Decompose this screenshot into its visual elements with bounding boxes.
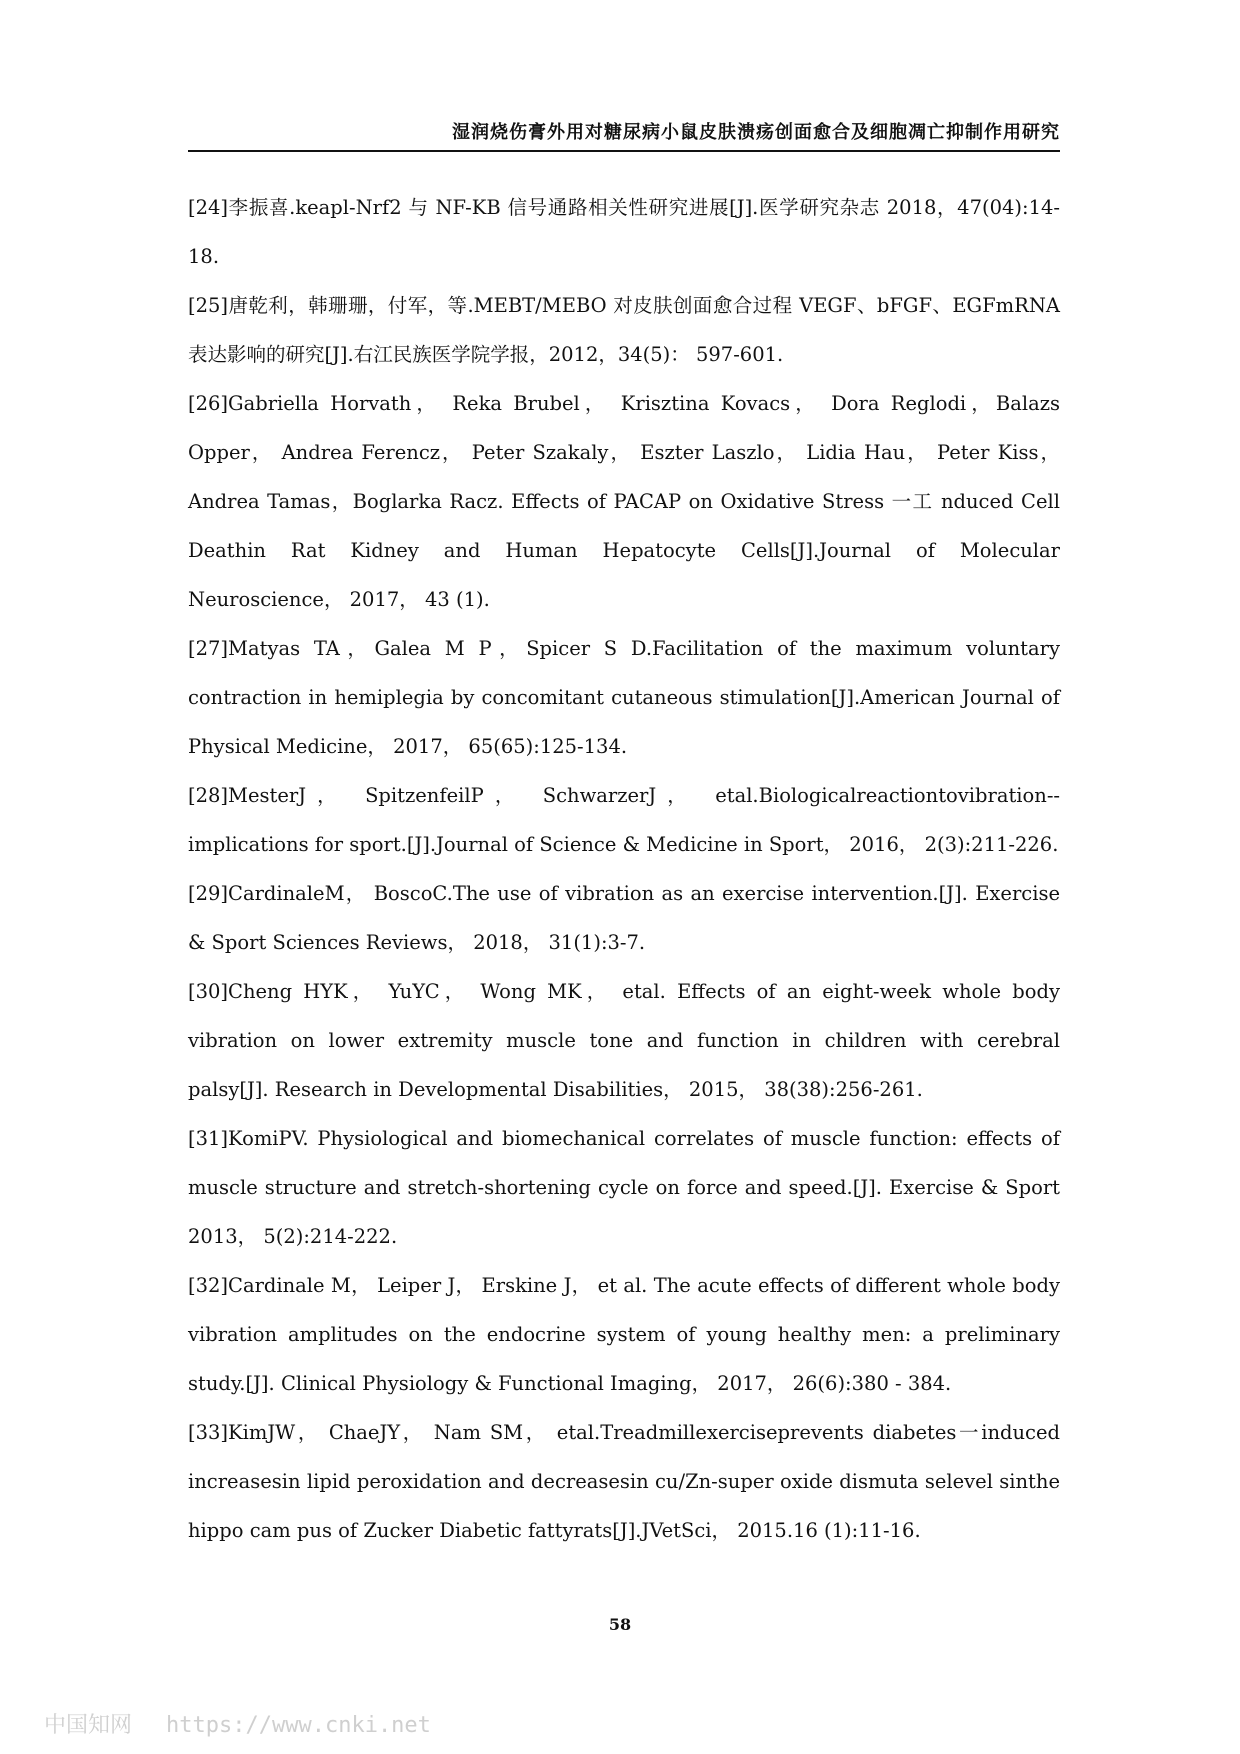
reference-31: [31]KomiPV. Physiological and biomechanical correlates of muscle function: effects of muscle structure and stretch-shortening cycle on force and speed.[J]. Exercise & Sport 2013， 5(2):214-222. <box>188 1127 1060 1248</box>
reference-list <box>188 183 1060 1555</box>
reference-28: [28]MesterJ， SpitzenfeilP， SchwarzerJ， etal.Biologicalreactiontovibration--implications for sport.[J].Journal of Science & Medicine in Sport， 2016， 2(3):211-226. <box>188 784 1060 856</box>
reference-24: [24]李振喜.keapl-Nrf2 与 NF-KB 信号通路相关性研究进展[J].医学研究杂志 2018，47(04):14-18. <box>188 196 1060 268</box>
watermark-url: https://www.cnki.net <box>166 1713 431 1738</box>
reference-27: [27]Matyas TA，Galea M P，Spicer S D.Facilitation of the maximum voluntary contraction in hemiplegia by concomitant cutaneous stimulation[J].American Journal of Physical Medicine， 2017， 65(65):125-134. <box>188 637 1060 758</box>
header-divider <box>188 150 1060 152</box>
page-number: 58 <box>608 1615 632 1634</box>
reference-32: [32]Cardinale M， Leiper J， Erskine J， et al. The acute effects of different whole body vibration amplitudes on the endocrine system of young healthy men: a preliminary study.[J]. Clinical Physiology & Functional Imaging， 2017， 26(6):380 - 384. <box>188 1274 1060 1395</box>
reference-25: [25]唐乾利，韩珊珊，付军，等.MEBT/MEBO 对皮肤创面愈合过程 VEGF、bFGF、EGFmRNA 表达影响的研究[J].右江民族医学院学报，2012，34(5)： 597-601. <box>188 294 1060 366</box>
cnki-watermark <box>44 1708 431 1739</box>
running-header: 湿润烧伤膏外用对糖尿病小鼠皮肤溃疡创面愈合及细胞凋亡抑制作用研究 <box>452 122 1060 143</box>
reference-30: [30]Cheng HYK， YuYC， Wong MK， etal. Effects of an eight-week whole body vibration on lower extremity muscle tone and function in children with cerebral palsy[J]. Research in Developmental Disabilities， 2015， 38(38):256-261. <box>188 980 1060 1101</box>
reference-26: [26]Gabriella Horvath， Reka Brubel， Krisztina Kovacs， Dora Reglodi，Balazs Opper， Andrea Ferencz， Peter Szakaly， Eszter Laszlo， Lidia Hau， Peter Kiss， Andrea Tamas，Boglarka Racz. Effects of PACAP on Oxidative Stress 一工 nduced Cell Deathin Rat Kidney and Human Hepatocyte Cells[J].Journal of Molecular Neuroscience， 2017， 43 (1). <box>188 392 1060 611</box>
reference-33: [33]KimJW， ChaeJY， Nam SM， etal.Treadmillexerciseprevents diabetes一induced increasesin lipid peroxidation and decreasesin cu/Zn-super oxide dismuta selevel sinthe hippo cam pus of Zucker Diabetic fattyrats[J].JVetSci， 2015.16 (1):11-16. <box>188 1421 1060 1542</box>
watermark-brand: 中国知网 <box>44 1713 133 1738</box>
reference-29: [29]CardinaleM， BoscoC.The use of vibration as an exercise intervention.[J]. Exercise & Sport Sciences Reviews， 2018， 31(1):3-7. <box>188 882 1060 954</box>
